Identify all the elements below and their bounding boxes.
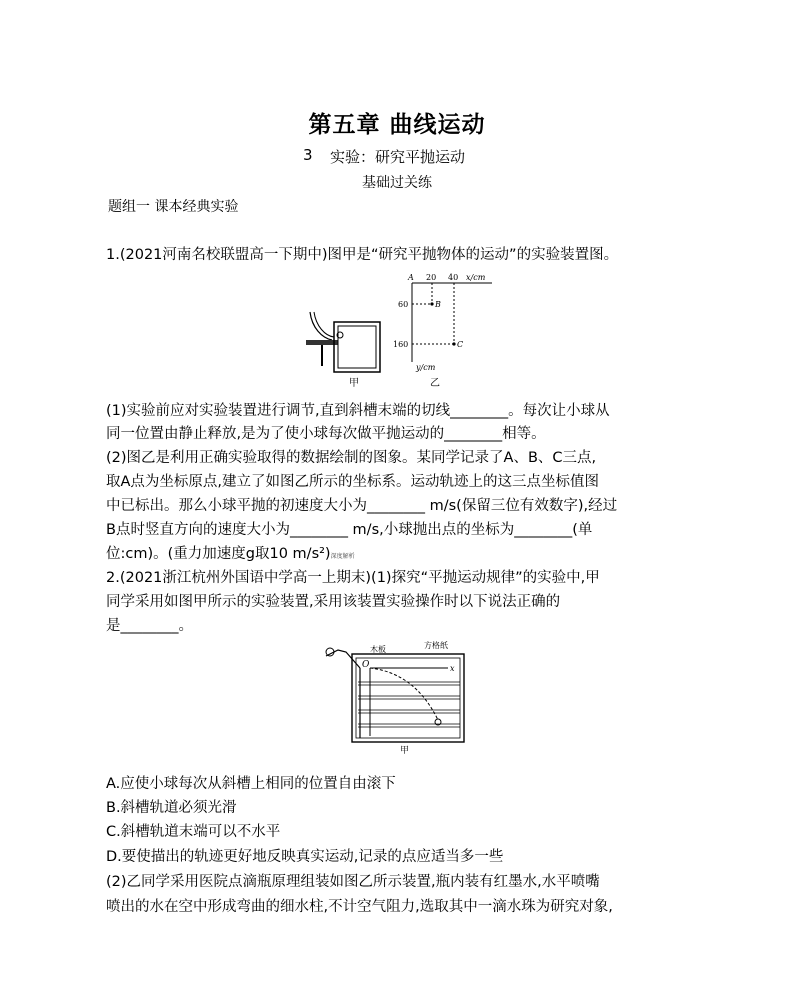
q2-line-1: 2.(2021浙江杭州外国语中学高一上期末)(1)探究“平抛运动规律”的实验中,甲 xyxy=(106,570,600,586)
q1-line-7 xyxy=(106,542,355,563)
q1-coordinate-figure xyxy=(392,270,502,376)
q1-apparatus-figure xyxy=(300,310,390,388)
q2-option-c: C.斜槽轨道末端可以不水平 xyxy=(106,824,281,840)
label-point-b: B xyxy=(435,300,441,309)
q1-line-7-text: 位:cm)。(重力加速度g取10 m/s²) xyxy=(106,546,331,562)
label-y160: 160 xyxy=(393,340,409,349)
q1-fig-left-caption: 甲 xyxy=(349,378,359,389)
label-x-axis: x xyxy=(450,664,455,673)
point-c xyxy=(452,342,455,345)
label-y60: 60 xyxy=(398,300,409,309)
q2-line-2: 同学采用如图甲所示的实验装置,采用该装置实验操作时以下说法正确的 xyxy=(106,594,561,610)
label-x40: 40 xyxy=(448,273,459,282)
section-number: 3 xyxy=(303,146,313,164)
q1-line-3: (2)图乙是利用正确实验取得的数据绘制的图象。某同学记录了A、B、C三点, xyxy=(106,450,597,466)
q2-line-3: 是________。 xyxy=(106,618,193,634)
q1-line-6: B点时竖直方向的速度大小为________ m/s,小球抛出点的坐标为________(单 xyxy=(106,522,593,538)
section-title: 实验：研究平抛运动 xyxy=(330,148,466,166)
label-x20: 20 xyxy=(426,273,437,282)
label-x-unit: x/cm xyxy=(466,273,486,282)
q2-part2-line-1: (2)乙同学采用医院点滴瓶原理组装如图乙所示装置,瓶内装有红墨水,水平喷嘴 xyxy=(106,874,600,890)
q1-fig-right-caption: 乙 xyxy=(430,378,440,389)
q1-line-5: 中已标出。那么小球平抛的初速度大小为________ m/s(保留三位有效数字),经过 xyxy=(106,498,618,514)
group-title: 题组一 课本经典实验 xyxy=(108,199,239,215)
subtitle: 基础过关练 xyxy=(362,175,432,191)
q2-apparatus-figure xyxy=(320,638,470,756)
q1-line-2: 同一位置由静止释放,是为了使小球每次做平抛运动的________相等。 xyxy=(106,426,546,442)
q2-part2-line-2: 喷出的水在空中形成弯曲的细水柱,不计空气阻力,选取其中一滴水珠为研究对象, xyxy=(106,899,613,915)
label-point-c: C xyxy=(457,340,464,349)
q2-option-b: B.斜槽轨道必须光滑 xyxy=(106,800,237,816)
label-grid-paper: 方格纸 xyxy=(424,641,448,650)
label-board: 木板 xyxy=(370,645,386,654)
q1-line-4: 取A点为坐标原点,建立了如图乙所示的坐标系。运动轨迹上的这三点坐标值图 xyxy=(106,474,600,490)
label-y-unit: y/cm xyxy=(416,363,436,372)
point-b xyxy=(430,302,433,305)
q2-option-a: A.应使小球每次从斜槽上相同的位置自由滚下 xyxy=(106,776,396,792)
label-origin-a: A xyxy=(408,273,414,282)
q2-fig-caption: 甲 xyxy=(400,746,410,756)
q1-stem: 1.(2021河南名校联盟高一下期中)图甲是“研究平抛物体的运动”的实验装置图。 xyxy=(106,247,619,263)
label-origin-o: O xyxy=(362,660,370,670)
q1-line-1: (1)实验前应对实验装置进行调节,直到斜槽末端的切线________。每次让小球从 xyxy=(106,403,610,419)
q1-tiny-note: 深度解析 xyxy=(330,553,355,560)
chapter-title: 第五章 曲线运动 xyxy=(308,112,486,138)
q2-option-d: D.要使描出的轨迹更好地反映真实运动,记录的点应适当多一些 xyxy=(106,849,504,865)
